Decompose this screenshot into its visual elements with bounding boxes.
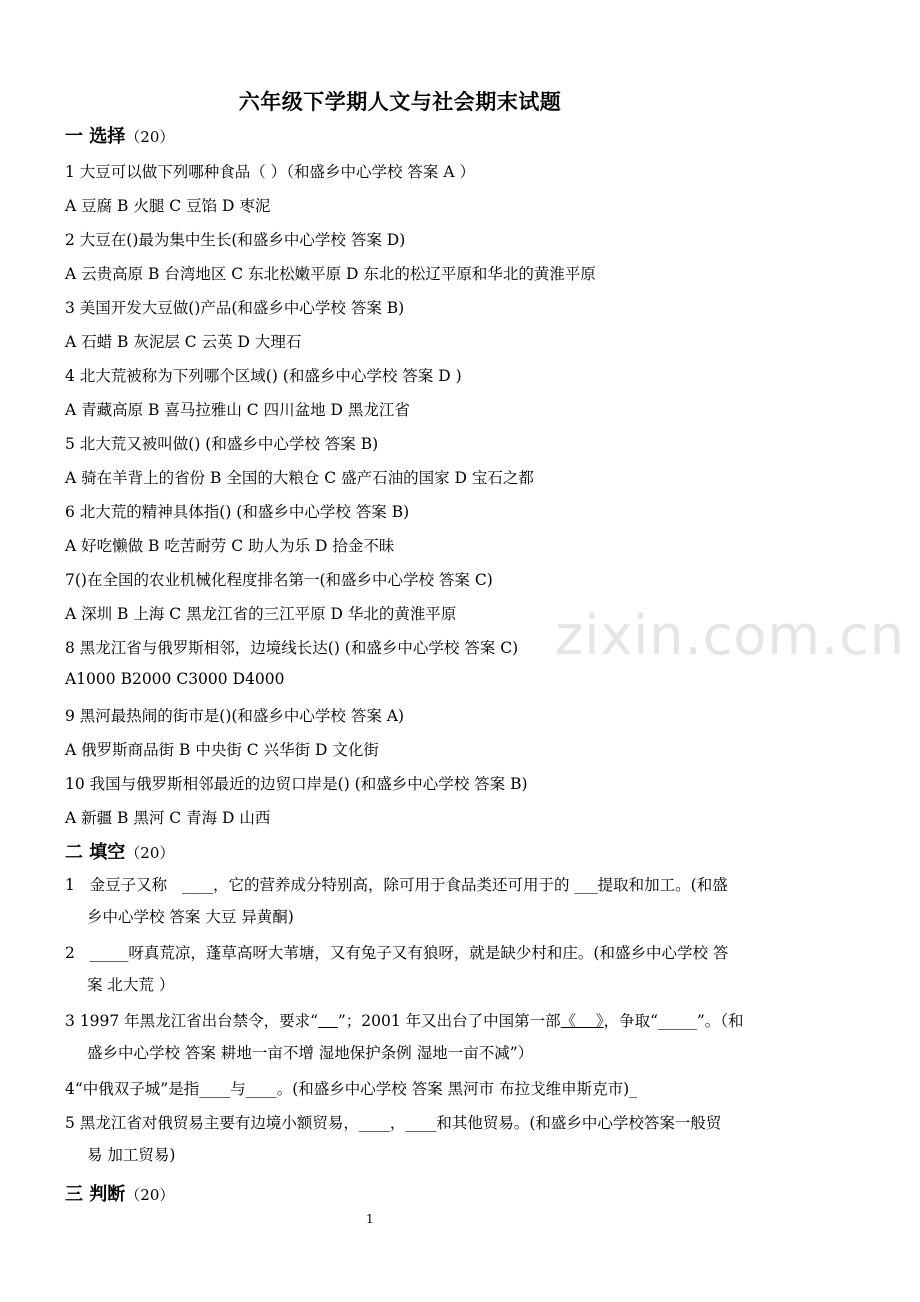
question-text: ，争取“	[603, 1012, 659, 1030]
section-label: 三 判断	[65, 1184, 126, 1205]
question-text: ，它的营养成分特别高，除可用于食品类还可用于的	[212, 876, 570, 894]
answer-options: A 石蜡 B 灰泥层 C 云英 D 大理石	[65, 333, 302, 351]
question-text-continued: 易 加工贸易)	[87, 1146, 176, 1164]
answer-options: A 深圳 B 上海 C 黑龙江省的三江平原 D 华北的黄淮平原	[65, 605, 457, 623]
question-number: 1	[65, 876, 75, 894]
answer-blank: ____	[405, 1114, 437, 1132]
section-heading-judge	[65, 1180, 174, 1206]
fill-question-1	[65, 869, 875, 933]
question-text: 金豆子又称	[89, 876, 168, 894]
answer-blank: ___	[574, 876, 598, 894]
question-text: “中俄双子城”是指	[74, 1080, 200, 1098]
question-text: ”。（和	[696, 1012, 744, 1030]
section-score: （20）	[125, 844, 175, 862]
question-line: 6 北大荒的精神具体指() (和盛乡中心学校 答案 B)	[65, 503, 410, 521]
answer-blank: ____	[245, 1080, 277, 1098]
answer-options: A 好吃懒做 B 吃苦耐劳 C 助人为乐 D 拾金不昧	[65, 537, 395, 555]
question-number: 4	[65, 1080, 75, 1098]
answer-blank: _____	[658, 1012, 697, 1030]
section-score: （20）	[125, 128, 175, 146]
question-line: 4 北大荒被称为下列哪个区域() (和盛乡中心学校 答案 D )	[65, 367, 462, 385]
answer-blank	[318, 1012, 338, 1030]
answer-options: A1000 B2000 C3000 D4000	[65, 670, 285, 688]
question-number: 5	[65, 1114, 75, 1132]
question-text-continued: 盛乡中心学校 答案 耕地一亩不增 湿地保护条例 湿地一亩不减”）	[87, 1044, 534, 1062]
section-heading-fill	[65, 838, 174, 864]
question-text-continued: 案 北大荒 ）	[87, 976, 175, 994]
question-text-continued: 乡中心学校 答案 大豆 异黄酮)	[87, 908, 294, 926]
question-text: 1997 年黑龙江省出台禁令，要求“	[79, 1012, 319, 1030]
question-line: 5 北大荒又被叫做() (和盛乡中心学校 答案 B)	[65, 435, 379, 453]
answer-options: A 骑在羊背上的省份 B 全国的大粮仓 C 盛产石油的国家 D 宝石之都	[65, 469, 534, 487]
question-text: 与	[230, 1080, 246, 1098]
question-line: 3 美国开发大豆做()产品(和盛乡中心学校 答案 B)	[65, 299, 405, 317]
answer-options: A 俄罗斯商品街 B 中央街 C 兴华街 D 文化街	[65, 741, 379, 759]
watermark: zixin.com.cn	[555, 604, 906, 667]
question-line: 2 大豆在()最为集中生长(和盛乡中心学校 答案 D)	[65, 231, 406, 249]
answer-options: A 青藏高原 B 喜马拉雅山 C 四川盆地 D 黑龙江省	[65, 401, 410, 419]
question-text: 黑龙江省对俄贸易主要有边境小额贸易，	[79, 1114, 359, 1132]
answer-options: A 新疆 B 黑河 C 青海 D 山西	[65, 809, 271, 827]
question-line: 10 我国与俄罗斯相邻最近的边贸口岸是() (和盛乡中心学校 答案 B)	[65, 775, 528, 793]
question-text: ，	[389, 1114, 406, 1132]
question-number: 3	[65, 1012, 75, 1030]
question-text: 和其他贸易。(和盛乡中心学校答案一般贸	[436, 1114, 722, 1132]
question-number: 2	[65, 944, 75, 962]
section-heading-choice	[65, 122, 174, 148]
fill-question-2	[65, 937, 875, 1001]
question-line: 1 大豆可以做下列哪种食品（ ）（和盛乡中心学校 答案 A ）	[65, 163, 475, 181]
question-line: 8 黑龙江省与俄罗斯相邻，边境线长达() (和盛乡中心学校 答案 C)	[65, 639, 519, 657]
question-line: 7()在全国的农业机械化程度排名第一(和盛乡中心学校 答案 C)	[65, 571, 493, 589]
fill-question-4	[65, 1073, 875, 1105]
fill-question-5	[65, 1107, 875, 1171]
answer-blank: ____	[199, 1080, 231, 1098]
question-line: 9 黑河最热闹的街市是()(和盛乡中心学校 答案 A)	[65, 707, 405, 725]
answer-blank: _____	[89, 944, 129, 962]
answer-blank: 《 》	[560, 1012, 604, 1030]
section-label: 二 填空	[65, 842, 126, 863]
section-label: 一 选择	[65, 126, 126, 147]
question-text: 呀真荒凉，蓬草高呀大苇塘，又有兔子又有狼呀，就是缺少村和庄。(和盛乡中心学校 答	[128, 944, 729, 962]
question-text: 提取和加工。(和盛	[597, 876, 728, 894]
page-title: 六年级下学期人文与社会期末试题	[238, 89, 562, 114]
answer-blank: ____	[358, 1114, 390, 1132]
question-text: 。(和盛乡中心学校 答案 黑河市 布拉戈维申斯克市)_	[276, 1080, 637, 1098]
answer-options: A 豆腐 B 火腿 C 豆馅 D 枣泥	[65, 197, 271, 215]
answer-blank: ____	[181, 876, 213, 894]
question-text: ”；2001 年又出台了中国第一部	[337, 1012, 561, 1030]
fill-question-3	[65, 1005, 875, 1069]
section-score: （20）	[125, 1186, 175, 1204]
answer-options: A 云贵高原 B 台湾地区 C 东北松嫩平原 D 东北的松辽平原和华北的黄淮平原	[65, 265, 596, 283]
page-number: 1	[366, 1212, 374, 1226]
